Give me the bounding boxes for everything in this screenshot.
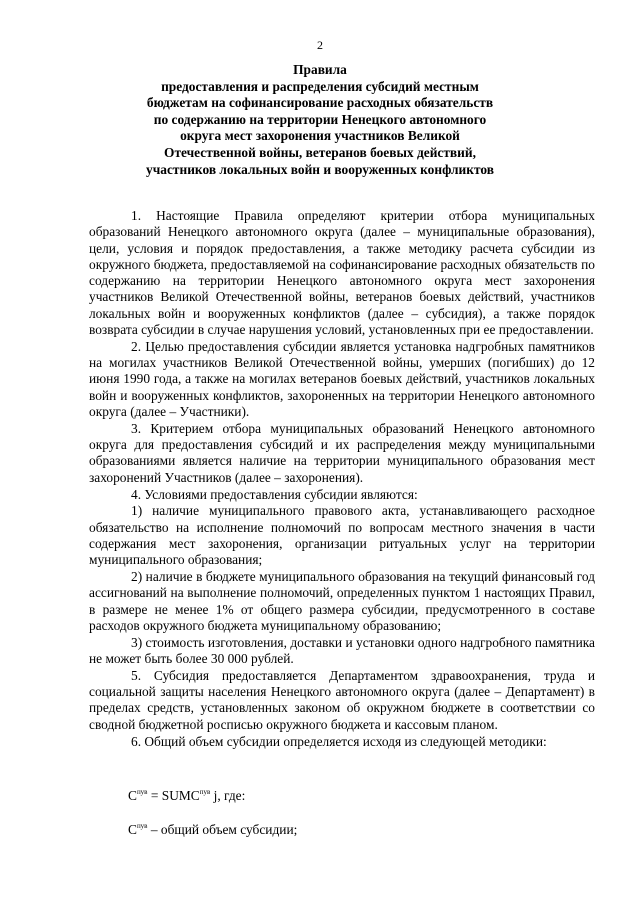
paragraph-2: 2. Целью предоставления субсидии является установка надгробных памятников на могилах участников Великой Отечественной войны, умерших (погибших) до 12 июня 1990 года, а также на могилах ветеранов боевых действий, участников локальных войн и вооруженных конфликтов, захороненных на территории Ненецкого автономного округа (далее – Участники). (89, 338, 595, 420)
formula-definition-text: – общий объем субсидии; (147, 822, 298, 837)
formula-total-subsidy (128, 788, 245, 804)
paragraph-1: 1. Настоящие Правила определяют критерии отбора муниципальных образований Ненецкого автономного округа (далее – муниципальные образования), цели, условия и порядок предоставления, а также методику расчета субсидии из окружного бюджета, предоставляемой на софинансирование расходных обязательств по содержанию на территории Ненецкого автономного округа мест захоронения участников Великой Отечественной войны, ветеранов боевых действий, участников локальных войн и вооруженных конфликтов (далее – субсидия), а также порядок возврата субсидии в случае нарушения условий, установленных при ее предоставлении. (89, 208, 595, 338)
formula-equals: = SUMC (147, 788, 200, 803)
condition-2: 2) наличие в бюджете муниципального образования на текущий финансовый год ассигнований на выполнение полномочий, определенных пунктом 1 настоящих Правил, в размере не менее 1% от общего размера субсидии, предусмотренного в составе расходов окружного бюджета муниципальному образованию; (89, 569, 595, 633)
formula-definition (128, 822, 297, 838)
paragraph-4: 4. Условиями предоставления субсидии являются: (131, 486, 418, 502)
formula-tail: j, где: (210, 788, 246, 803)
title-line: по содержанию на территории Ненецкого автономного (153, 111, 487, 127)
paragraph-6: 6. Общий объем субсидии определяется исходя из следующей методики: (131, 733, 547, 749)
condition-1: 1) наличие муниципального правового акта, устанавливающего расходное обязательство на исполнение полномочий по вопросам местного значения в части содержания мест захоронения, организации ритуальных услуг на территории муниципального образования; (89, 503, 595, 568)
title-line: участников локальных войн и вооруженных конфликтов (146, 161, 494, 177)
paragraph-5: 5. Субсидия предоставляется Департаментом здравоохранения, труда и социальной защиты населения Ненецкого автономного округа (далее – Департамент) в пределах средств, установленных законом об окружном бюджете в соответствии со сводной бюджетной росписью окружного бюджета и кассовым планом. (89, 667, 595, 732)
title-line: Правила (293, 62, 347, 77)
formula-superscript: пув (136, 788, 148, 796)
title-line: округа мест захоронения участников Великой (180, 128, 460, 144)
document-title (100, 62, 540, 178)
page-number: 2 (317, 38, 323, 52)
formula-superscript: пув (199, 788, 211, 796)
formula-superscript: пув (136, 822, 148, 830)
condition-3: 3) стоимость изготовления, доставки и установки одного надгробного памятника не может быть более 30 000 рублей. (89, 634, 595, 667)
title-line: Отечественной войны, ветеранов боевых действий, (164, 144, 476, 160)
title-line: предоставления и распределения субсидий местным (161, 78, 479, 94)
formula-symbol: С (128, 822, 137, 837)
document-body (89, 208, 595, 750)
paragraph-3: 3. Критерием отбора муниципальных образований Ненецкого автономного округа для предоставления субсидий и их распределения между муниципальными образованиями является наличие на территории муниципального образования мест захоронений Участников (далее – захоронения). (89, 420, 595, 485)
title-line: бюджетам на софинансирование расходных обязательств (146, 95, 494, 111)
formula-symbol: С (128, 788, 137, 803)
